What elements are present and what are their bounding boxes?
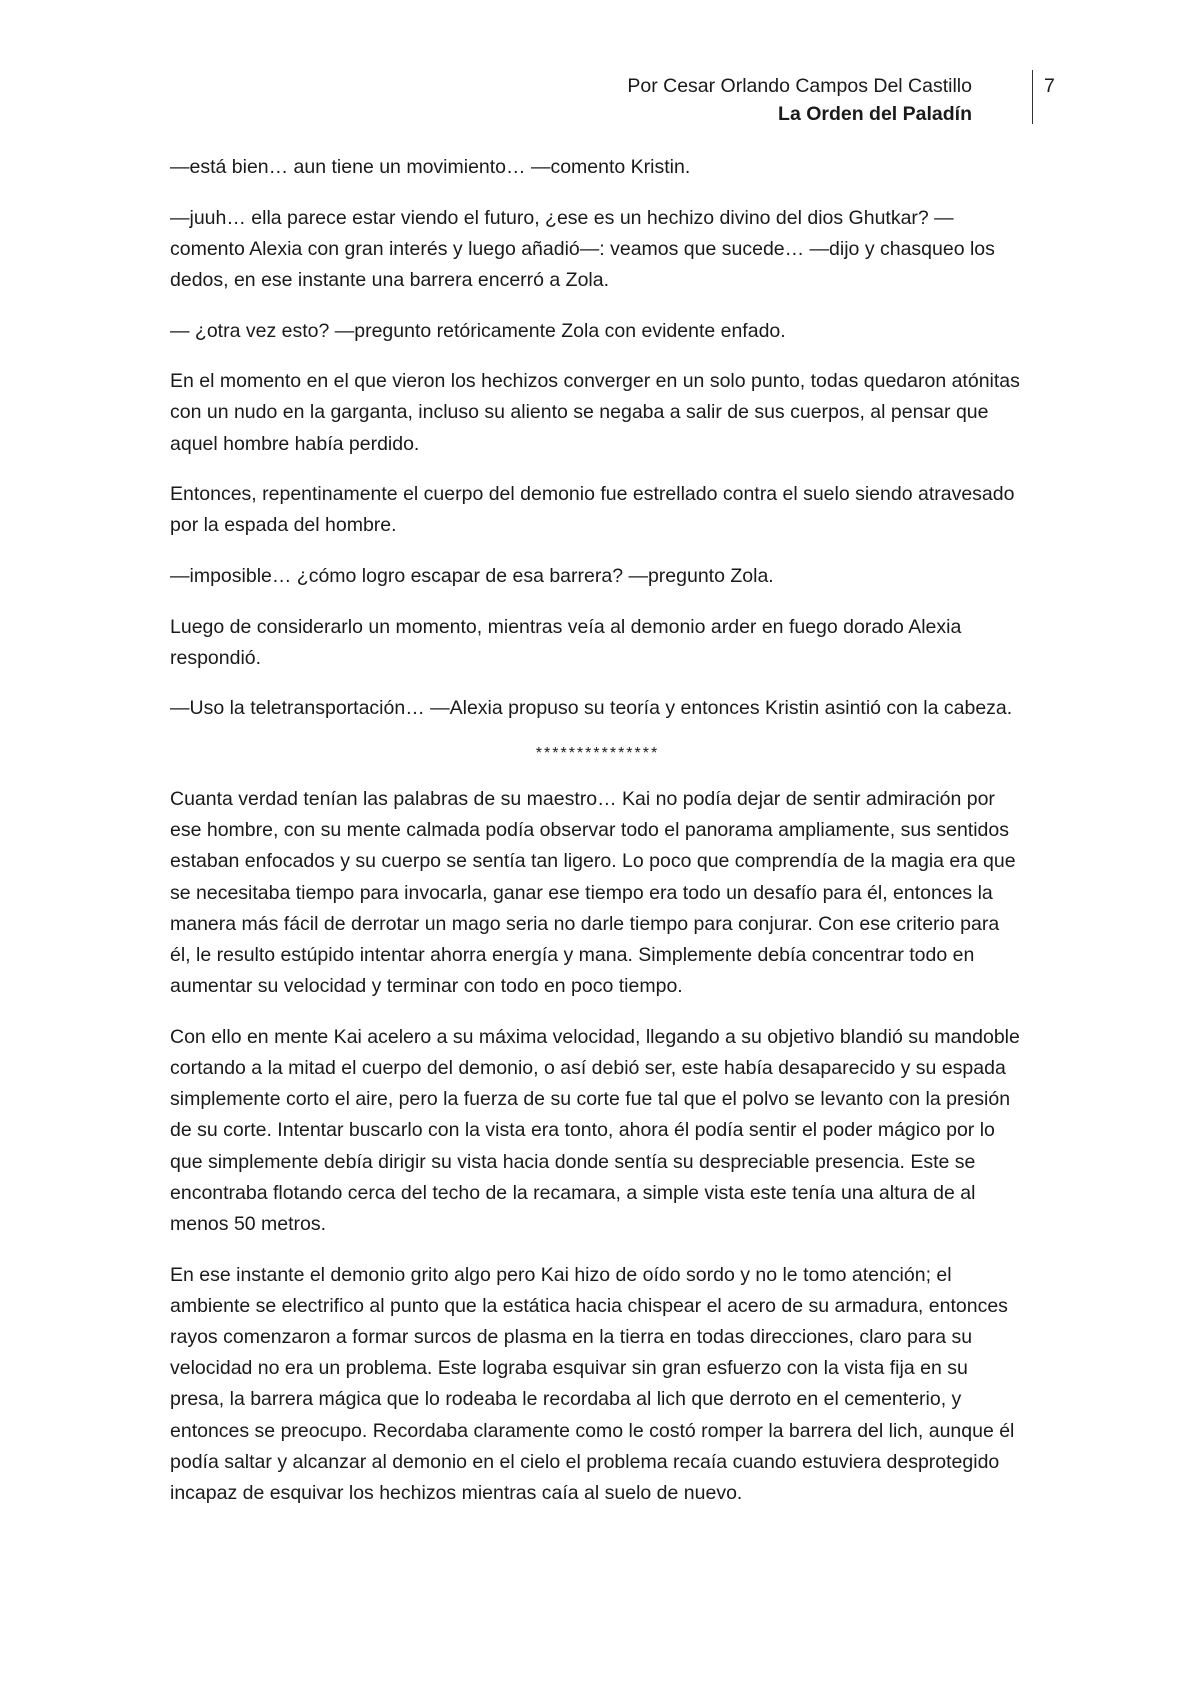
paragraph: —juuh… ella parece estar viendo el futuro, ¿ese es un hechizo divino del dios Ghutkar? —comento Alexia con gran interés y luego añadió—: veamos que sucede… —dijo y chasqueo los dedos, en ese instante una barrera encerró a Zola. xyxy=(170,206,995,291)
paragraph: Cuanta verdad tenían las palabras de su maestro… Kai no podía dejar de sentir admiración por ese hombre, con su mente calmada podía observar todo el panorama ampliamente, sus sentidos estaban enfocados y su cuerpo se sentía tan ligero. Lo poco que comprendía de la magia era que se necesitaba tiempo para invocarla, ganar ese tiempo era todo un desafío para él, entonces la manera más fácil de derrotar un mago seria no darle tiempo para conjurar. Con ese criterio para él, le resulto estúpido intentar ahorra energía y mana. Simplemente debía concentrar todo en aumentar su velocidad y terminar con todo en poco tiempo. xyxy=(170,787,1016,998)
page-number: 7 xyxy=(1044,75,1055,97)
header-book-title: La Orden del Paladín xyxy=(778,103,972,125)
paragraph: Entonces, repentinamente el cuerpo del demonio fue estrellado contra el suelo siendo atravesado por la espada del hombre. xyxy=(170,483,1015,537)
page-header xyxy=(560,70,1022,126)
paragraph: Con ello en mente Kai acelero a su máxima velocidad, llegando a su objetivo blandió su mandoble cortando a la mitad el cuerpo del demonio, o así debió ser, este había desaparecido y su espada simplemente corto el aire, pero la fuerza de su corte fue tal que el polvo se levanto con la presión de su corte. Intentar buscarlo con la vista era tonto, ahora él podía sentir el poder mágico por lo que simplemente debía dirigir su vista hacia donde sentía su despreciable presencia. Este se encontraba flotando cerca del techo de la recamara, a simple vista este tenía una altura de al menos 50 metros. xyxy=(170,1025,1020,1235)
paragraph: —Uso la teletransportación… —Alexia propuso su teoría y entonces Kristin asintió con la cabeza. xyxy=(170,697,1013,720)
paragraph: — ¿otra vez esto? —pregunto retóricamente Zola con evidente enfado. xyxy=(170,319,786,342)
scene-separator: *************** xyxy=(535,744,660,762)
paragraph: En el momento en el que vieron los hechizos converger en un solo punto, todas quedaron atónitas con un nudo en la garganta, incluso su aliento se negaba a salir de sus cuerpos, al pensar que aquel hombre había perdido. xyxy=(170,370,1020,455)
paragraph: —imposible… ¿cómo logro escapar de esa barrera? —pregunto Zola. xyxy=(170,564,774,587)
paragraph: En ese instante el demonio grito algo pero Kai hizo de oído sordo y no le tomo atención; el ambiente se electrifico al punto que la estática hacia chispear el acero de su armadura, entonces rayos comenzaron a formar surcos de plasma en la tierra en todas direcciones, claro para su velocidad no era un problema. Este lograba esquivar sin gran esfuerzo con la vista fija en su presa, la barrera mágica que lo rodeaba le recordaba al lich que derroto en el cementerio, y entonces se preocupo. Recordaba claramente como le costó romper la barrera del lich, aunque él podía saltar y alcanzar al demonio en el cielo el problema recaía cuando estuviera desprotegido incapaz de esquivar los hechizos mientras caía al suelo de nuevo. xyxy=(170,1263,1015,1505)
paragraph: —está bien… aun tiene un movimiento… —comento Kristin. xyxy=(170,156,691,178)
header-divider xyxy=(1032,70,1033,124)
paragraph: Luego de considerarlo un momento, mientras veía al demonio arder en fuego dorado Alexia respondió. xyxy=(170,615,962,669)
header-author: Por Cesar Orlando Campos Del Castillo xyxy=(627,75,972,97)
header-text xyxy=(627,72,972,128)
page-body xyxy=(170,152,1025,1529)
